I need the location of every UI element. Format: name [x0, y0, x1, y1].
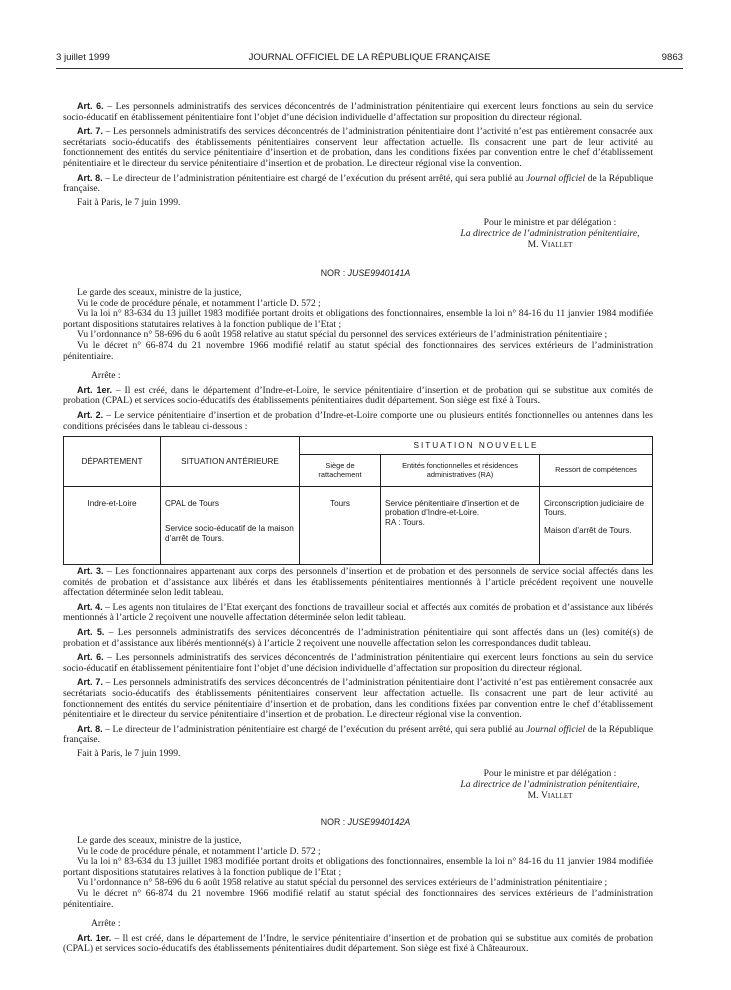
visa-line: Vu l’ordonnance n° 58-696 du 6 août 1958 relative au statut spécial du personnel des services extérieurs de l’administration pénitentiaire ; [77, 329, 608, 341]
article-7: Art. 7. – Les personnels administratifs des services déconcentrés de l’administration pénitentiaire dont l’activité n’est pas entièrement consacrée aux secrétariats socio-éducatifs des établissements pénitentiaires conservent leur affectation actuelle. Ils consacrent une part de leur activité au fonctionnement des entités du service pénitentiaire d’insertion et de probation, dans les conditions fixées par convention entre le chef d’établissement pénitentiaire et le directeur du service pénitentiaire d’insertion et de probation. Le directeur régional vise la convention. [63, 126, 653, 169]
visa-line: Le garde des sceaux, ministre de la justice, [77, 835, 242, 846]
nor-reference-2: NOR : JUSE9940142A [320, 817, 411, 827]
article-7: Art. 7. – Les personnels administratifs des services déconcentrés de l’administration pénitentiaire dont l’activité n’est pas entièrement consacrée aux secrétariats socio-éducatifs des établissements pénitentiaires conservent leur affectation actuelle. Ils consacrent une part de leur activité au fonctionnement des entités du service pénitentiaire d’insertion et de probation, dans les conditions fixées par convention entre le chef d’établissement pénitentiaire et le directeur du service pénitentiaire d’insertion et de probation. Le directeur régional vise la convention. [63, 677, 653, 721]
signature-block-1: Pour le ministre et par délégation : La directrice de l’administration pénitentiaire, M. Viallet [460, 217, 640, 250]
header-title: JOURNAL OFFICIEL DE LA RÉPUBLIQUE FRANÇAISE [248, 52, 491, 63]
article-8: Art. 8. – Le directeur de l’administration pénitentiaire est chargé de l’exécution du présent arrêté, qui sera publié au Journal officiel de la République française. [63, 723, 653, 746]
signature-block-2: Pour le ministre et par délégation : La directrice de l’administration pénitentiaire, M. Viallet [460, 768, 640, 801]
cell-siege: Tours [300, 487, 381, 565]
page-number: 9863 [661, 52, 683, 63]
visa-line: Le garde des sceaux, ministre de la justice, [77, 287, 242, 298]
header-date: 3 juillet 1999 [56, 52, 110, 63]
decree-2-articles [63, 566, 653, 760]
visa-line: Vu le code de procédure pénale, et notamment l’article D. 572 ; [77, 845, 321, 857]
article-2: Art. 2. – Le service pénitentiaire d’insertion et de probation d’Indre-et-Loire comporte une ou plusieurs entités fonctionnelles ou antennes dans les conditions précisées dans le tableau ci-dessous : [63, 409, 653, 432]
cell-departement: Indre-et-Loire [64, 487, 161, 565]
affectation-table [63, 436, 653, 565]
article-1: Art. 1er. – Il est créé, dans le département d’Indre-et-Loire, le service pénitentiaire d’insertion et de probation qui se substitue aux comités de probation (CPAL) et services socio-éducatifs des établissements pénitentiaires dudit département. Son siège est fixé à Tours. [63, 384, 653, 407]
fait-a-paris: Fait à Paris, le 7 juin 1999. [77, 196, 181, 208]
col-entites: Entités fonctionnelles et résidences administratives (RA) [381, 455, 540, 487]
page-header [56, 53, 683, 67]
col-ressort: Ressort de compétences [540, 455, 653, 487]
article-5: Art. 5. – Les personnels administratifs des services déconcentrés de l’administration pénitentiaire qui sont affectés dans un (les) comité(s) de probation et d’assistance aux libérés mentionné(s) à l’article 2 reçoivent une nouvelle affectation selon les correspondances dudit tableau. [63, 626, 653, 649]
visa-line: Vu l’ordonnance n° 58-696 du 6 août 1958 relative au statut spécial du personnel des services extérieurs de l’administration pénitentiaire ; [77, 877, 608, 889]
cell-entites: Service pénitentiaire d’insertion et de probation d’Indre-et-Loire. RA : Tours. [381, 487, 540, 565]
decree-2-preamble [63, 288, 653, 432]
article-6: Art. 6. – Les personnels administratifs des services déconcentrés de l’administration pénitentiaire qui exercent leurs fonctions au sein du service socio-éducatif en établissement pénitentiaire font l’objet d’une décision individuelle d’affectation sur proposition du directeur régional. [63, 101, 653, 123]
article-6: Art. 6. – Les personnels administratifs des services déconcentrés de l’administration pénitentiaire qui exercent leurs fonctions au sein du service socio-éducatif en établissement pénitentiaire font l’objet d’une décision individuelle d’affectation sur proposition du directeur régional. [63, 652, 653, 674]
decree-3-preamble [63, 836, 653, 955]
visa-line: Vu la loi n° 83-634 du 13 juillet 1983 modifiée portant droits et obligations des fonctionnaires, ensemble la loi n° 84-16 du 11 janvier 1984 modifiée portant dispositions statutaires relatives à la fonction publique de l’Etat ; [63, 308, 653, 330]
fait-a-paris: Fait à Paris, le 7 juin 1999. [77, 747, 181, 759]
article-8: Art. 8. – Le directeur de l’administration pénitentiaire est chargé de l’exécution du présent arrêté, qui sera publié au Journal officiel de la République française. [63, 172, 653, 195]
nor-reference-1: NOR : JUSE9940141A [320, 268, 411, 278]
col-departement: DÉPARTEMENT [64, 437, 161, 487]
arrete-heading: Arrête : [91, 370, 121, 382]
cell-ressort: Circonscription judiciaire de Tours. Maison d’arrêt de Tours. [540, 487, 653, 565]
col-situation-nouvelle: SITUATION NOUVELLE [300, 437, 653, 455]
header-rule [56, 68, 683, 69]
table-row [64, 487, 653, 565]
col-situation-anterieure: SITUATION ANTÉRIEURE [161, 437, 300, 487]
col-siege: Siège de rattachement [300, 455, 381, 487]
article-1: Art. 1er. – Il est créé, dans le département de l’Indre, le service pénitentiaire d’insertion et de probation qui se substitue aux comités de probation (CPAL) et services socio-éducatifs des établissements pénitentiaires dudit département. Son siège est fixé à Châteauroux. [63, 932, 653, 955]
visa-line: Vu le code de procédure pénale, et notamment l’article D. 572 ; [77, 297, 321, 309]
decree-1-tail [63, 101, 653, 208]
cell-situation-anterieure: CPAL de Tours Service socio-éducatif de la maison d’arrêt de Tours. [161, 487, 300, 565]
article-3: Art. 3. – Les fonctionnaires appartenant aux corps des personnels d’insertion et de probation et des personnels de service social affectés dans les comités de probation et d’assistance aux libérés et dans les établissements pénitentiaires mentionnés à l’article précédent reçoivent une nouvelle affectation déterminée selon ledit tableau. [63, 566, 653, 599]
visa-line: Vu le décret n° 66-874 du 21 novembre 1966 modifié relatif au statut spécial des fonctionnaires des services extérieurs de l’administration pénitentiaire. [63, 887, 653, 910]
visa-line: Vu le décret n° 66-874 du 21 novembre 1966 modifié relatif au statut spécial des fonctionnaires des services extérieurs de l’administration pénitentiaire. [63, 339, 653, 362]
visa-line: Vu la loi n° 83-634 du 13 juillet 1983 modifiée portant droits et obligations des fonctionnaires, ensemble la loi n° 84-16 du 11 janvier 1984 modifiée portant dispositions statutaires relatives à la fonction publique de l’Etat ; [63, 856, 653, 878]
arrete-heading: Arrête : [91, 918, 121, 930]
article-4: Art. 4. – Les agents non titulaires de l’Etat exerçant des fonctions de travailleur social et affectés aux comités de probation et d’assistance aux libérés mentionnés à l’article 2 reçoivent une nouvelle affectation déterminée selon ledit tableau. [63, 601, 653, 624]
